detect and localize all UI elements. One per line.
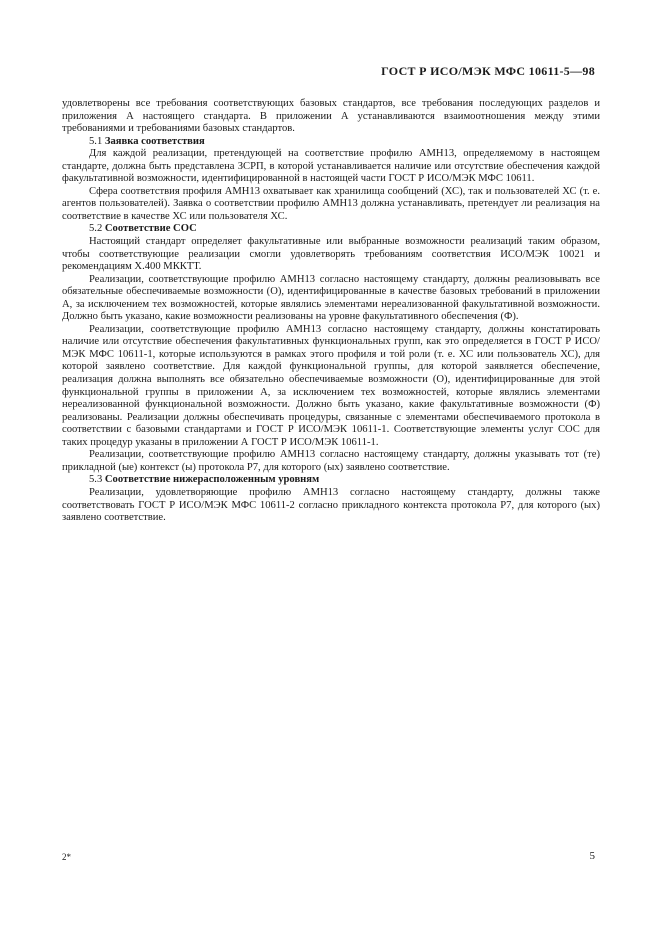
section-heading-5-1	[62, 136, 600, 149]
section-number: 5.3	[89, 474, 103, 486]
section-title: Соответствие СОС	[104, 223, 197, 235]
paragraph: удовлетворены все требования соответствующих базовых стандартов, все требования последующих разделов и приложения А настоящего стандарта. В приложении А устанавливаются взаимоотношения между этими требованиями и требованиями базовых стандартов.	[62, 98, 600, 135]
section-heading-5-3	[62, 474, 600, 487]
paragraph: Реализации, соответствующие профилю АМН13 согласно настоящему стандарту, должны реализовывать все обязательные обеспечиваемые возможности (О), идентифицированные в качестве базовых требований в приложении А, за исключением тех возможностей, которые являлись элементами нереализованной факультативной возможности. Должно быть указано, какие возможности реализованы на уровне факультативного обеспечения (Ф).	[62, 273, 600, 323]
paragraph: Сфера соответствия профиля АМН13 охватывает как хранилища сообщений (ХС), так и пользователей ХС (т. е. агентов пользователей). Заявка о соответствии профилю АМН13 должна устанавливать, претендует ли реализация на соответствие в качестве ХС или пользователя ХС.	[62, 185, 600, 222]
section-title: Заявка соответствия	[104, 135, 205, 147]
page-body	[62, 98, 600, 525]
section-title: Соответствие нижерасположенным уровням	[104, 474, 320, 486]
paragraph: Реализации, удовлетворяющие профилю АМН13 согласно настоящему стандарту, должны также соответствовать ГОСТ Р ИСО/МЭК МФС 10611-2 согласно прикладного контекста протокола Р7, для которого (ых) заявлено соответствие.	[62, 486, 600, 524]
paragraph: Для каждой реализации, претендующей на соответствие профилю АМН13, определяемому в настоящем стандарте, должна быть представлена ЗСРП, в которой устанавливается наличие или отсутствие обеспечения каждой факультативной возможности, идентифицированной в настоящей части ГОСТ Р ИСО/МЭК МФС 10611.	[62, 148, 600, 185]
sheet-signature: 2*	[62, 852, 71, 862]
section-number: 5.1	[89, 135, 103, 147]
paragraph: Реализации, соответствующие профилю АМН13 согласно настоящему стандарту, должны констатировать наличие или отсутствие обеспечения факультативных функциональных групп, как это определяется в ГОСТ Р ИСО/МЭК МФС 10611-1, которые используются в рамках этого профиля и той роли (т. е. ХС или пользователь ХС), для которой заявлено соответствие. Для каждой функциональной группы, для которой заявляется обеспечение, реализация должна выполнять все обязательно обеспечиваемые возможности (О), идентифицированные для этой функциональной группы в приложении А, за исключением тех возможностей, которые являлись элементами нереализованной функциональной возможности. Должно быть указано, какие факультативные возможности (Ф) реализованы. Реализации должны обеспечивать процедуры, связанные с элементами обеспечиваемого протокола в соответствии с базовыми стандартами и ГОСТ Р ИСО/МЭК 10611-1. Соответствующие элементы услуг СОС для таких процедур указаны в приложении А ГОСТ Р ИСО/МЭК 10611-1.	[62, 323, 600, 448]
section-heading-5-2	[62, 223, 600, 236]
page-number: 5	[589, 850, 595, 862]
paragraph: Реализации, соответствующие профилю АМН13 согласно настоящему стандарту, должны указывать тот (те) прикладной (ые) контекст (ы) протокола Р7, для которого (ых) заявлено соответствие.	[62, 449, 600, 473]
section-number: 5.2	[89, 223, 103, 235]
running-header: ГОСТ Р ИСО/МЭК МФС 10611-5—98	[381, 64, 595, 78]
paragraph: Настоящий стандарт определяет факультативные или выбранные возможности реализаций таким образом, чтобы соответствующие реализации смогли удовлетворять требованиям соответствия ИСО/МЭК 10021 и рекомендациям Х.400 МККТТ.	[62, 236, 600, 273]
